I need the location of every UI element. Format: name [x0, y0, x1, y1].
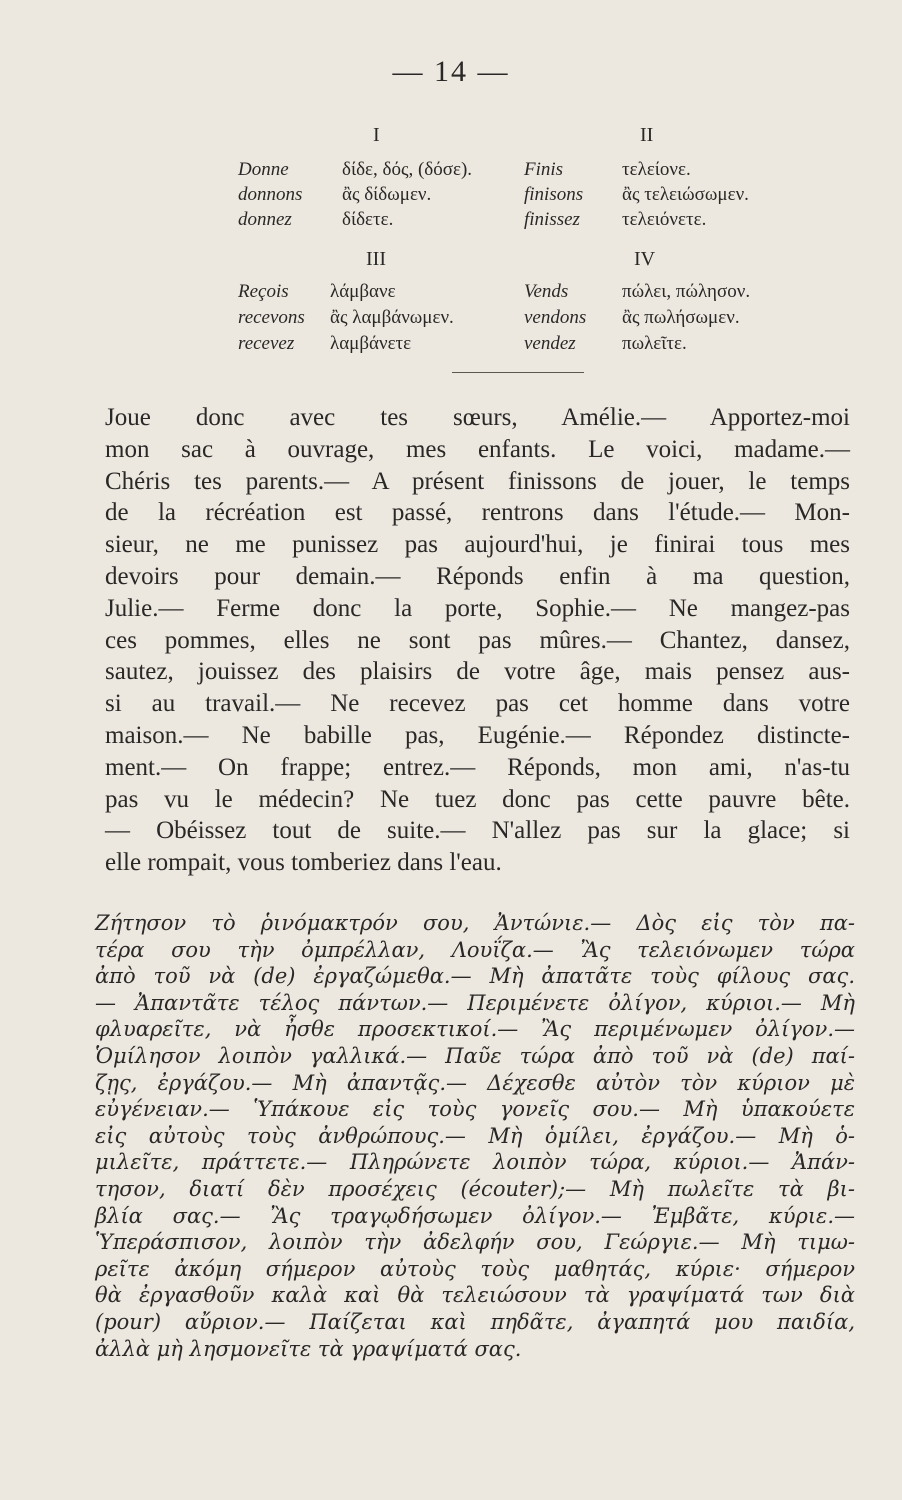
group-iv-fr-2: vendons	[524, 307, 587, 328]
group-iii-fr-2: recevons	[238, 307, 305, 328]
group-iv-gr-1: πώλει, πώλησον.	[622, 281, 751, 302]
group-i-fr-3: donnez	[238, 209, 292, 230]
group-i-gr-3: δίδετε.	[342, 209, 394, 230]
group-ii-gr-3: τελειόνετε.	[622, 209, 707, 230]
french-line: — Obéissez tout de suite.— N'allez pas sur la glace; si	[105, 817, 850, 845]
group-iii-fr-3: recevez	[238, 333, 295, 354]
french-line: Chéris tes parents.— A présent finissons de jouer, le temps	[105, 467, 850, 495]
group-i-gr-1: δίδε, δός, (δόσε).	[342, 159, 473, 180]
french-line: maison.— Ne babille pas, Eugénie.— Répondez distincte-	[105, 721, 850, 749]
french-line: Julie.— Ferme donc la porte, Sophie.— Ne mangez-pas	[105, 594, 850, 622]
group-i-gr-2: ἂς δίδωμεν.	[342, 184, 432, 205]
greek-line: ρεῖτε ἀκόμη σήμερον αὐτοὺς τοὺς μαθητάς, κύριε· σήμερον	[95, 1256, 855, 1281]
french-line: de la récréation est passé, rentrons dans l'étude.— Mon-	[105, 499, 850, 527]
greek-line: — Ἀπαντᾶτε τέλος πάντων.— Περιμένετε ὀλίγον, κύριοι.— Μὴ	[95, 990, 855, 1015]
greek-line: εἰς αὐτοὺς τοὺς ἀνθρώπους.— Μὴ ὁμίλει, ἐργάζου.— Μὴ ὁ-	[95, 1123, 855, 1148]
french-line: elle rompait, vous tomberiez dans l'eau.	[105, 849, 502, 877]
french-line: devoirs pour demain.— Réponds enfin à ma question,	[105, 562, 850, 590]
group-i-fr-2: donnons	[238, 184, 303, 205]
greek-line: εὐγένειαν.— Ὑπάκουε εἰς τοὺς γονεῖς σου.— Μὴ ὑπακούετε	[95, 1097, 855, 1122]
french-exercise	[105, 402, 850, 879]
french-line: ces pommes, elles ne sont pas mûres.— Chantez, dansez,	[105, 626, 850, 654]
greek-line: ἀλλὰ μὴ λησμονεῖτε τὰ γραψίματά σας.	[95, 1336, 522, 1361]
french-line: sieur, ne me punissez pas aujourd'hui, je finirai tous mes	[105, 531, 850, 559]
group-iv-gr-2: ἂς πωλήσωμεν.	[622, 307, 740, 328]
group-iii-fr-1: Reçois	[238, 281, 289, 302]
group-ii-gr-1: τελείονε.	[622, 159, 691, 180]
group-i-fr-1: Donne	[238, 159, 289, 180]
greek-line: Ὑπεράσπισον, λοιπὸν τὴν ἀδελφήν σου, Γεώργιε.— Μὴ τιμω-	[95, 1230, 855, 1255]
group-i-label: I	[373, 124, 380, 146]
greek-line: τησον, διατί δὲν προσέχεις (écouter);— Μὴ πωλεῖτε τὰ βι-	[95, 1176, 855, 1201]
greek-line: φλυαρεῖτε, νὰ ἦσθε προσεκτικοί.— Ἂς περιμένωμεν ὀλίγον.—	[95, 1017, 855, 1042]
french-line: sautez, jouissez des plaisirs de votre âge, mais pensez aus-	[105, 658, 850, 686]
group-iv-fr-3: vendez	[524, 333, 576, 354]
greek-line: Ὁμίλησον λοιπὸν γαλλικά.— Παῦε τώρα ἀπὸ τοῦ νὰ (de) παί-	[95, 1043, 855, 1068]
greek-line: θὰ ἐργασθοῦν καλὰ καὶ θὰ τελειώσουν τὰ γραψίματά των διὰ	[95, 1283, 855, 1308]
group-ii-fr-1: Finis	[524, 159, 564, 180]
group-iv-gr-3: πωλεῖτε.	[622, 333, 687, 354]
greek-line: ζῃς, ἐργάζου.— Μὴ ἀπαντᾷς.— Δέχεσθε αὐτὸν τὸν κύριον μὲ	[95, 1070, 855, 1095]
french-line: pas vu le médecin? Ne tuez donc pas cette pauvre bête.	[105, 785, 850, 813]
group-iv-label: IV	[634, 248, 656, 270]
greek-line: τέρα σου τὴν ὀμπρέλλαν, Λουΐζα.— Ἂς τελειόνωμεν τώρα	[95, 937, 855, 962]
greek-exercise	[95, 910, 855, 1362]
french-line: Joue donc avec tes sœurs, Amélie.— Apportez-moi	[105, 404, 850, 431]
french-line: si au travail.— Ne recevez pas cet homme dans votre	[105, 690, 850, 718]
group-iii-gr-2: ἂς λαμβάνωμεν.	[330, 307, 454, 328]
group-iii-gr-3: λαμβάνετε	[330, 333, 412, 354]
greek-line: Ζήτησον τὸ ῥινόμακτρόν σου, Ἀντώνιε.— Δὸς εἰς τὸν πα-	[95, 911, 855, 935]
greek-line: βλία σας.— Ἂς τραγῳδήσωμεν ὀλίγον.— Ἐμβᾶτε, κύριε.—	[95, 1203, 855, 1228]
french-line: mon sac à ouvrage, mes enfants. Le voici, madame.—	[105, 435, 850, 463]
greek-line: ἀπὸ τοῦ νὰ (de) ἐργαζώμεθα.— Μὴ ἀπατᾶτε τοὺς φίλους σας.	[95, 964, 855, 989]
french-line: ment.— On frappe; entrez.— Réponds, mon ami, n'as-tu	[105, 753, 850, 781]
greek-line: (pour) αὔριον.— Παίζεται καὶ πηδᾶτε, ἀγαπητά μου παιδία,	[95, 1309, 855, 1334]
greek-line: μιλεῖτε, πράττετε.— Πληρώνετε λοιπὸν τώρα, κύριοι.— Ἀπάν-	[95, 1150, 855, 1175]
group-ii-gr-2: ἂς τελειώσωμεν.	[622, 184, 749, 205]
section-divider	[452, 372, 584, 373]
group-iii-label: III	[366, 248, 386, 270]
page-number: — 14 —	[392, 55, 510, 88]
group-iii-gr-1: λάμβανε	[330, 281, 396, 302]
group-iv-fr-1: Vends	[524, 281, 569, 302]
group-ii-label: II	[640, 124, 654, 146]
group-ii-fr-3: finissez	[524, 209, 580, 230]
group-ii-fr-2: finisons	[524, 184, 584, 205]
